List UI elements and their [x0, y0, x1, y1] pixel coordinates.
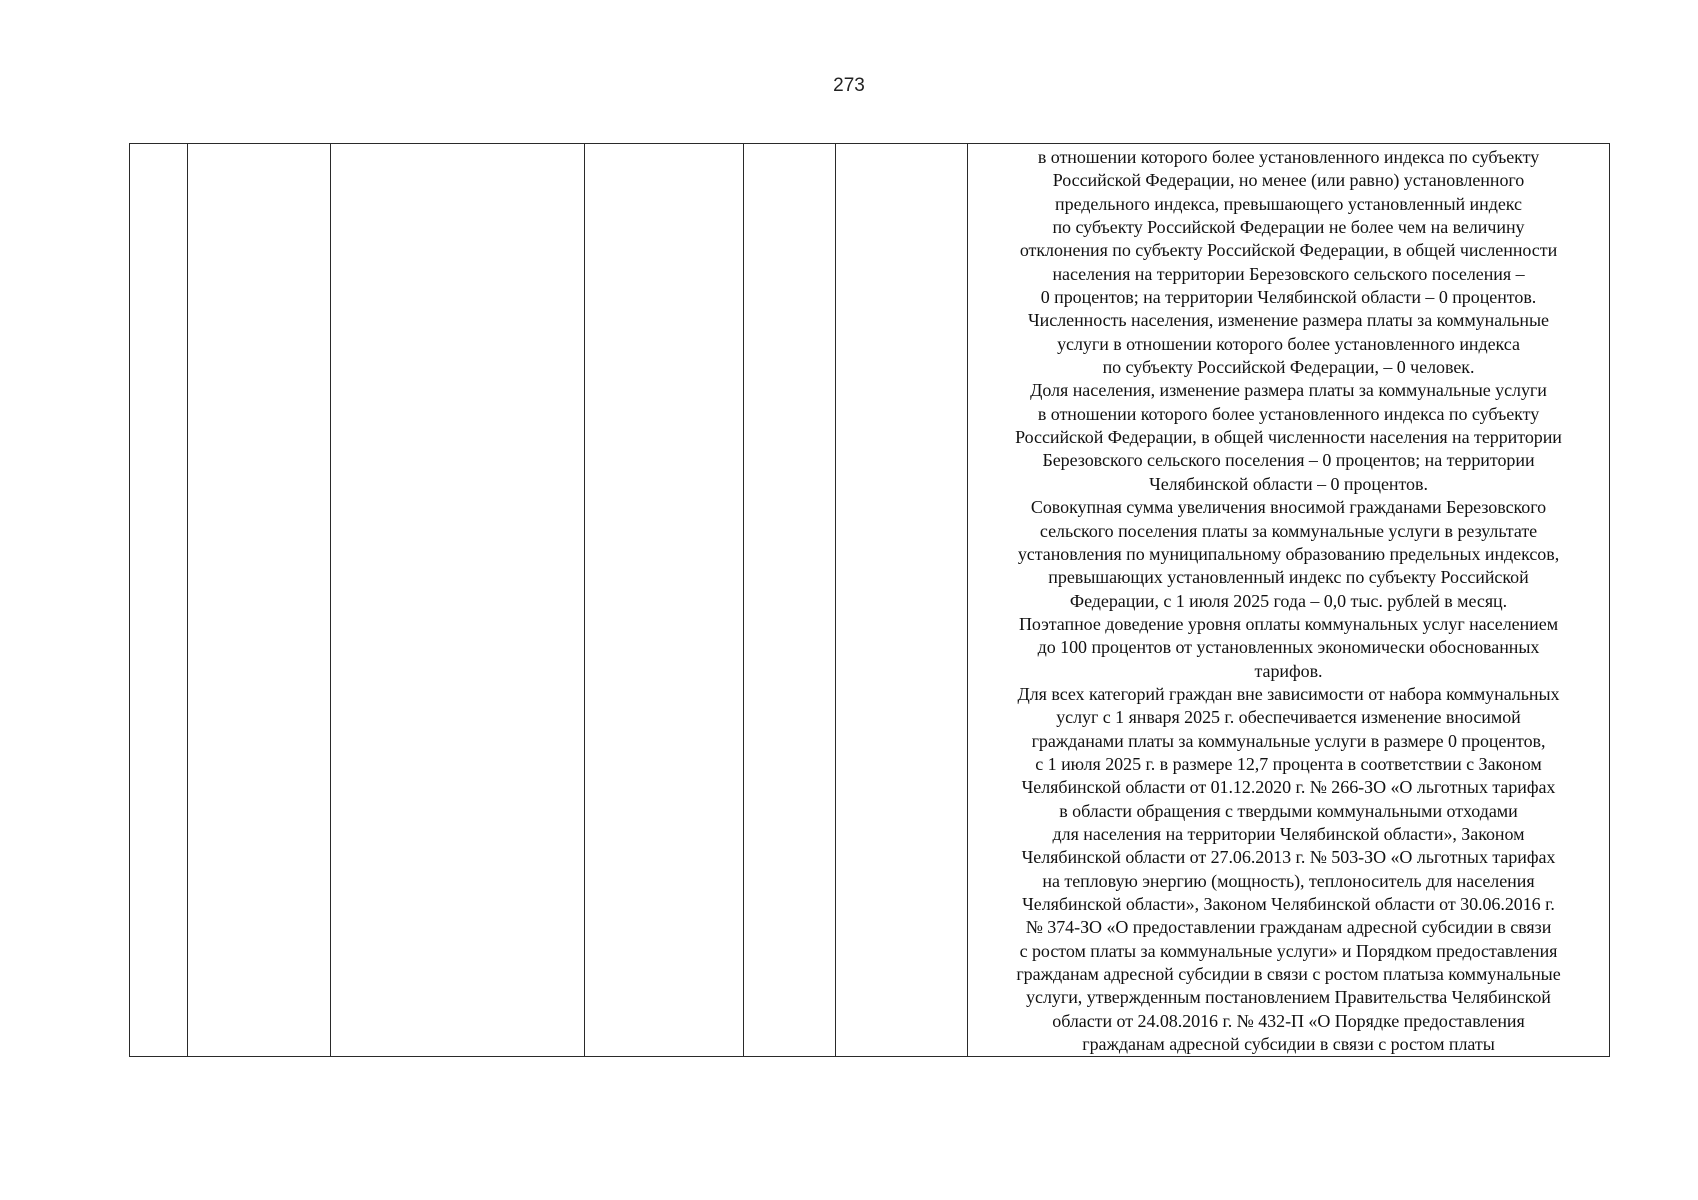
text-line: гражданам адресной субсидии в связи с ростом платыза коммунальные — [1016, 964, 1561, 985]
table-cell-description — [968, 144, 1610, 1057]
table-cell-col-3 — [331, 144, 585, 1057]
text-line: Челябинской области от 27.06.2013 г. № 503-ЗО «О льготных тарифах — [1021, 847, 1556, 868]
text-line: Поэтапное доведение уровня оплаты коммунальных услуг населением — [1018, 613, 1559, 634]
text-line: с ростом платы за коммунальные услуги» и Порядком предоставления — [1019, 940, 1558, 961]
text-line: Челябинской области», Законом Челябинской области от 30.06.2016 г. — [1022, 894, 1555, 914]
table-row — [130, 144, 1610, 1057]
text-line: тарифов. — [1254, 660, 1323, 681]
table-cell-col-4 — [585, 144, 744, 1057]
text-line: населения на территории Березовского сельского поселения – — [1052, 263, 1525, 284]
text-line: № 374-ЗО «О предоставлении гражданам адресной субсидии в связи — [1025, 917, 1552, 938]
text-line: по субъекту Российской Федерации не более чем на величину — [1052, 217, 1525, 238]
text-line: на тепловую энергию (мощность), теплоноситель для населения — [1042, 870, 1535, 891]
text-line: Березовского сельского поселения – 0 процентов; на территории — [1042, 450, 1535, 471]
text-line: 0 процентов; на территории Челябинской области – 0 процентов. — [1040, 287, 1537, 308]
text-line: по субъекту Российской Федерации, – 0 человек. — [1102, 357, 1475, 378]
text-line: до 100 процентов от установленных экономически обоснованных — [1037, 637, 1540, 658]
document-table — [129, 143, 1610, 1057]
text-line: Численность населения, изменение размера платы за коммунальные — [1028, 310, 1549, 331]
text-line: услуги, утвержденным постановлением Правительства Челябинской — [1026, 987, 1551, 1008]
text-line: Федерации, с 1 июля 2025 года – 0,0 тыс. рублей в месяц. — [1069, 590, 1508, 611]
text-line: услуг с 1 января 2025 г. обеспечивается изменение вносимой — [1056, 707, 1521, 728]
text-line: гражданам адресной субсидии в связи с ростом платы — [1082, 1034, 1495, 1055]
text-line: Совокупная сумма увеличения вносимой гражданами Березовского — [1030, 497, 1547, 518]
text-line: Российской Федерации, но менее (или равно) установленного — [1052, 170, 1525, 191]
text-line: услуги в отношении которого более установленного индекса — [1057, 333, 1520, 354]
text-line: отклонения по субъекту Российской Федерации, в общей численности — [1019, 240, 1558, 261]
page-number: 273 — [833, 75, 865, 96]
text-line: в области обращения с твердыми коммунальными отходами — [1059, 800, 1518, 821]
table-cell-col-1 — [130, 144, 188, 1057]
table-cell-col-6 — [836, 144, 968, 1057]
text-line: Челябинской области – 0 процентов. — [1149, 473, 1428, 494]
text-line: Челябинской области от 01.12.2020 г. № 266-ЗО «О льготных тарифах — [1021, 777, 1556, 798]
table-cell-col-2 — [188, 144, 331, 1057]
text-line: с 1 июля 2025 г. в размере 12,7 процента в соответствии с Законом — [1035, 753, 1542, 774]
text-line: Для всех категорий граждан вне зависимости от набора коммунальных — [1017, 683, 1560, 704]
text-line: Российской Федерации, в общей численности населения на территории — [1015, 427, 1562, 448]
text-line: области от 24.08.2016 г. № 432-П «О Порядке предоставления — [1052, 1010, 1525, 1031]
text-line: Доля населения, изменение размера платы за коммунальные услуги — [1030, 380, 1547, 401]
text-line: гражданами платы за коммунальные услуги в размере 0 процентов, — [1031, 730, 1546, 751]
table-cell-col-5 — [744, 144, 836, 1057]
text-line: в отношении которого более установленного индекса по субъекту — [1037, 147, 1540, 167]
text-line: установления по муниципальному образованию предельных индексов, — [1017, 543, 1560, 564]
text-line: сельского поселения платы за коммунальные услуги в результате — [1039, 520, 1538, 541]
text-line: в отношении которого более установленного индекса по субъекту — [1037, 403, 1540, 424]
text-line: предельного индекса, превышающего установленный индекс — [1055, 193, 1522, 214]
text-line: для населения на территории Челябинской области», Законом — [1052, 823, 1525, 844]
text-line: превышающих установленный индекс по субъекту Российской — [1048, 567, 1529, 588]
